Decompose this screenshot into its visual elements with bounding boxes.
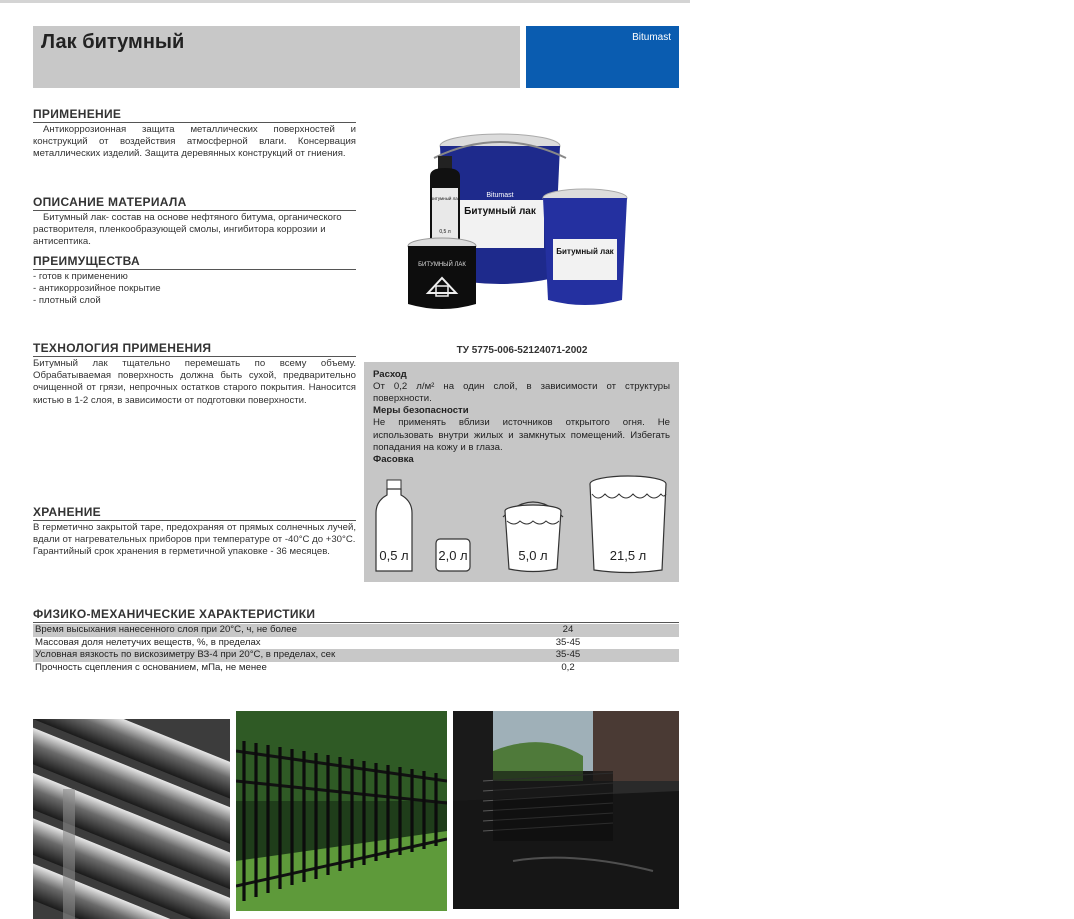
- section-properties: [33, 607, 679, 623]
- bitumen-tank-photo: [453, 711, 679, 909]
- section-technology: [33, 341, 356, 407]
- table-row: [33, 637, 679, 650]
- package-label: 0,5 л: [379, 548, 409, 563]
- consumption-title: Расход: [373, 369, 407, 380]
- property-name: Массовая доля нелетучих веществ, %, в пределах: [35, 636, 261, 648]
- svg-text:Bitumast: Bitumast: [486, 192, 514, 199]
- table-row: [33, 662, 679, 675]
- section-title-storage: ХРАНЕНИЕ: [33, 505, 356, 521]
- table-row: [33, 649, 679, 662]
- section-storage: [33, 505, 356, 559]
- product-photo: [400, 128, 660, 316]
- metal-pipes-photo: [33, 719, 230, 919]
- package-label: 21,5 л: [609, 548, 647, 563]
- properties-table: [33, 624, 679, 674]
- section-title-advantages: ПРЕИМУЩЕСТВА: [33, 254, 356, 270]
- section-title-properties: ФИЗИКО-МЕХАНИЧЕСКИЕ ХАРАКТЕРИСТИКИ: [33, 607, 679, 623]
- property-value: 0,2: [561, 661, 575, 673]
- advantages-list: [33, 271, 356, 307]
- safety-text: Не применять вблизи источников открытого огня. Не использовать внутри жилых и замкнутых помещений. Избегать попадания на кожу и в глаза.: [373, 417, 670, 453]
- brand-banner: [526, 26, 679, 88]
- small-can-image: [408, 238, 476, 309]
- section-title-material: ОПИСАНИЕ МАТЕРИАЛА: [33, 195, 356, 211]
- fence-photo: [236, 711, 447, 911]
- property-name: Прочность сцепления с основанием, мПа, не менее: [35, 661, 267, 673]
- table-row: [33, 624, 679, 637]
- section-material: [33, 195, 356, 249]
- technology-text: Битумный лак тщательно перемешать по всему объему. Обрабатываемая поверхность должна быть сухой, предварительно очищенной от грязи, непрочных остатков старого покрытия. Наносится кистью в 1-2 слоя, в зависимости от подготовки поверхности.: [33, 358, 356, 406]
- material-text: Битумный лак- состав на основе нефтяного битума, органического растворителя, пленкообразующей смолы, ингибитора коррозии и антисептика.: [33, 212, 342, 248]
- spec-panel: [364, 362, 679, 582]
- brand-name: Bitumast: [632, 32, 671, 43]
- section-application: [33, 107, 356, 161]
- svg-text:0,5 л: 0,5 л: [439, 229, 451, 235]
- consumption-text: От 0,2 л/м² на один слой, в зависимости от структуры поверхности.: [373, 381, 670, 405]
- svg-text:БИТУМНЫЙ ЛАК: БИТУМНЫЙ ЛАК: [418, 262, 466, 268]
- top-divider: [0, 0, 690, 3]
- property-value: 35-45: [555, 636, 581, 648]
- section-title-application: ПРИМЕНЕНИЕ: [33, 107, 356, 123]
- storage-shelf-life: Гарантийный срок хранения в герметичной упаковке - 36 месяцев.: [33, 546, 330, 558]
- property-value: 35-45: [555, 649, 581, 660]
- list-item: - антикоррозийное покрытие: [33, 283, 161, 294]
- application-text: Антикоррозионная защита металлических поверхностей и конструкций от воздействия атмосферной влаги. Консервация металлических изделий. Защита деревянных конструкций от гниения.: [33, 124, 356, 160]
- section-title-technology: ТЕХНОЛОГИЯ ПРИМЕНЕНИЯ: [33, 341, 356, 357]
- svg-text:Битумный лак: Битумный лак: [430, 196, 460, 201]
- packaging-title: Фасовка: [373, 454, 414, 466]
- svg-text:Битумный лак: Битумный лак: [464, 206, 536, 217]
- page-title: Лак битумный: [41, 31, 185, 53]
- section-advantages: [33, 254, 356, 307]
- tu-code: ТУ 5775-006-52124071-2002: [456, 345, 588, 356]
- safety-title: Меры безопасности: [373, 405, 469, 417]
- svg-text:Битумный лак: Битумный лак: [556, 247, 614, 256]
- title-banner: [33, 26, 520, 88]
- property-value: 24: [562, 624, 574, 635]
- package-label: 5,0 л: [518, 548, 548, 563]
- list-item: - плотный слой: [33, 295, 101, 306]
- medium-bucket-image: [543, 189, 627, 305]
- list-item: - готов к применению: [33, 271, 128, 282]
- property-name: Условная вязкость по вискозиметру ВЗ-4 при 20°С, в пределах, сек: [35, 649, 336, 660]
- storage-text: В герметично закрытой таре, предохраняя от прямых солнечных лучей, вдали от нагревательных приборов при температуре от -40°С до +30°С.: [33, 522, 356, 546]
- property-name: Время высыхания нанесенного слоя при 20°С, ч, не более: [35, 624, 297, 635]
- package-label: 2,0 л: [438, 548, 468, 563]
